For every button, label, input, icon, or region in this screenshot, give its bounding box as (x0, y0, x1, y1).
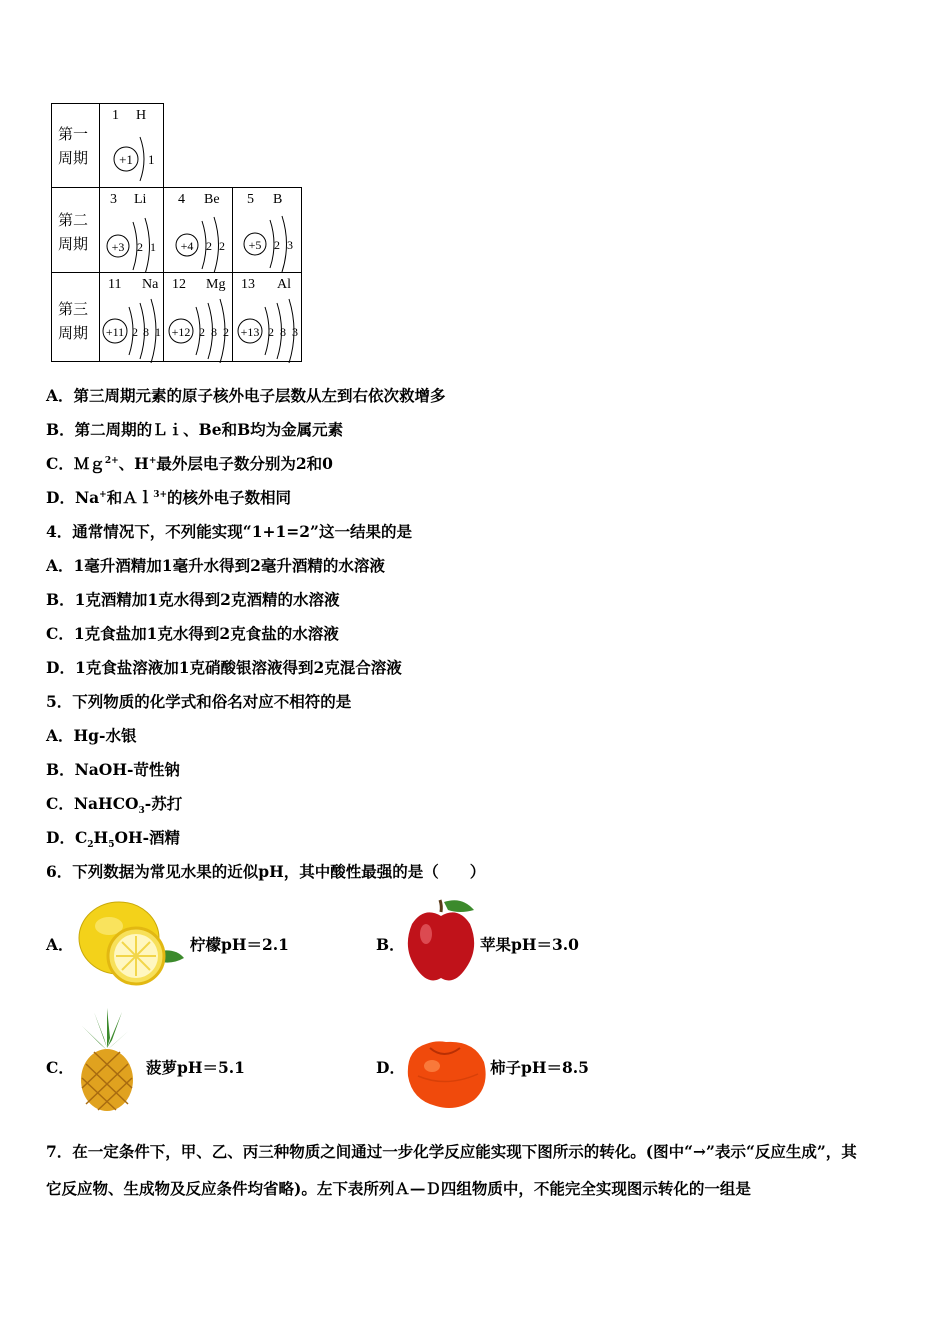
shell-electrons: 2 (199, 325, 205, 339)
nucleus-charge: +5 (248, 238, 262, 252)
element-cell-Mg (163, 272, 233, 362)
nucleus-charge: +4 (180, 239, 194, 253)
q4-option-b: B．1克酒精加1克水得到2克酒精的水溶液 (46, 590, 340, 609)
shell-electrons: 2 (219, 239, 225, 253)
element-number: 13 (241, 277, 255, 292)
apple-icon (404, 896, 478, 986)
shell-electrons: 2 (132, 325, 138, 339)
q7-stem-line1: 7．在一定条件下，甲、乙、丙三种物质之间通过一步化学反应能实现下图所示的转化。(图中“→”表示“反应生成”，其 (46, 1142, 857, 1161)
atom-diagram-icon (100, 188, 165, 274)
period-2-label-cell (51, 187, 100, 273)
q4-option-d: D．1克食盐溶液加1克硝酸银溶液得到2克混合溶液 (46, 658, 402, 677)
shell-electrons: 2 (274, 238, 280, 252)
q6-option-a-label: A． (46, 935, 74, 954)
pineapple-icon (74, 1008, 140, 1112)
q3-option-b: B．第二周期的Ｌｉ、Be和B均为金属元素 (46, 420, 344, 439)
q6-option-b-text: 苹果pH＝3.0 (480, 935, 579, 954)
element-symbol: B (273, 192, 283, 207)
atom-diagram-icon (233, 273, 303, 363)
q6-option-c-text: 菠萝pH＝5.1 (146, 1058, 245, 1077)
q5-option-b: B．NaOH-苛性钠 (46, 760, 180, 779)
q3-option-a: A．第三周期元素的原子核外电子层数从左到右依次救增多 (46, 386, 446, 405)
nucleus-charge: +1 (119, 152, 133, 167)
period-1-label-cell (51, 103, 100, 188)
q7-stem-line2: 它反应物、生成物及反应条件均省略)。左下表所列Ａ—Ｄ四组物质中，不能完全实现图示转化的一组是 (46, 1179, 751, 1198)
shell-electrons: 8 (211, 325, 217, 339)
element-cell-Li (99, 187, 164, 273)
period-1-label-line1: 第一 (58, 125, 89, 143)
shell-electrons: 2 (223, 325, 229, 339)
q6-option-b-label: B． (376, 935, 405, 954)
q6-stem: 6．下列数据为常见水果的近似pH，其中酸性最强的是（ ） (46, 862, 486, 881)
element-cell-Be (163, 187, 233, 273)
q5-option-a: A．Hg-水银 (46, 726, 137, 745)
atom-diagram-icon (164, 188, 234, 274)
nucleus-charge: +11 (105, 325, 125, 339)
element-symbol: Na (142, 277, 159, 292)
element-cell-Na (99, 272, 164, 362)
element-number: 12 (172, 277, 186, 292)
element-cell-Al (232, 272, 302, 362)
q5-option-c: C．NaHCO$_3$-苏打 (46, 794, 183, 817)
lemon-icon (74, 898, 188, 988)
element-symbol: Mg (206, 277, 226, 292)
shell-electrons: 1 (148, 152, 155, 167)
element-symbol: Al (277, 277, 291, 292)
persimmon-icon (404, 1036, 488, 1112)
atom-diagram-icon (164, 273, 234, 363)
shell-electrons: 1 (155, 325, 161, 339)
q4-stem: 4．通常情况下，不列能实现“1+1=2”这一结果的是 (46, 522, 412, 541)
atom-diagram-icon (100, 104, 165, 189)
element-cell-B (232, 187, 302, 273)
q6-option-d-label: D． (376, 1058, 405, 1077)
element-number: 1 (112, 108, 119, 123)
element-number: 5 (247, 192, 254, 207)
shell-electrons: 2 (206, 239, 212, 253)
shell-electrons: 8 (143, 325, 149, 339)
q3-option-c: C．Ｍｇ$^{2+}$、H+最外层电子数分别为2和0 (46, 454, 333, 473)
nucleus-charge: +3 (111, 240, 125, 254)
period-3-label-line2: 周期 (58, 324, 89, 342)
period-1-label-line2: 周期 (58, 149, 89, 167)
shell-electrons: 2 (268, 325, 274, 339)
q5-stem: 5．下列物质的化学式和俗名对应不相符的是 (46, 692, 352, 711)
q4-option-c: C．1克食盐加1克水得到2克食盐的水溶液 (46, 624, 339, 643)
q5-option-d: D．$C_2H_5OH-$酒精 (46, 828, 181, 851)
atom-diagram-icon (233, 188, 303, 274)
period-2-label-line1: 第二 (58, 211, 89, 229)
shell-electrons: 2 (137, 240, 143, 254)
element-symbol: H (136, 108, 147, 123)
q4-option-a: A．1毫升酒精加1毫升水得到2毫升酒精的水溶液 (46, 556, 385, 575)
shell-electrons: 1 (150, 240, 156, 254)
nucleus-charge: +12 (171, 325, 191, 339)
element-symbol: Be (204, 192, 220, 207)
shell-electrons: 8 (280, 325, 286, 339)
q6-option-c-label: C． (46, 1058, 74, 1077)
element-cell-H (99, 103, 164, 188)
shell-electrons: 3 (292, 325, 298, 339)
element-number: 3 (110, 192, 117, 207)
q3-option-d: D．Na+和Ａｌ$^{3+}$的核外电子数相同 (46, 488, 292, 507)
element-number: 4 (178, 192, 185, 207)
period-3-label-cell (51, 272, 100, 362)
q6-option-d-text: 柿子pH＝8.5 (490, 1058, 589, 1077)
element-symbol: Li (134, 192, 147, 207)
atom-diagram-icon (100, 273, 165, 363)
nucleus-charge: +13 (240, 325, 260, 339)
q6-option-a-text: 柠檬pH＝2.1 (190, 935, 289, 954)
period-2-label-line2: 周期 (58, 235, 89, 253)
element-number: 11 (108, 277, 122, 292)
shell-electrons: 3 (287, 238, 293, 252)
period-3-label-line1: 第三 (58, 300, 89, 318)
